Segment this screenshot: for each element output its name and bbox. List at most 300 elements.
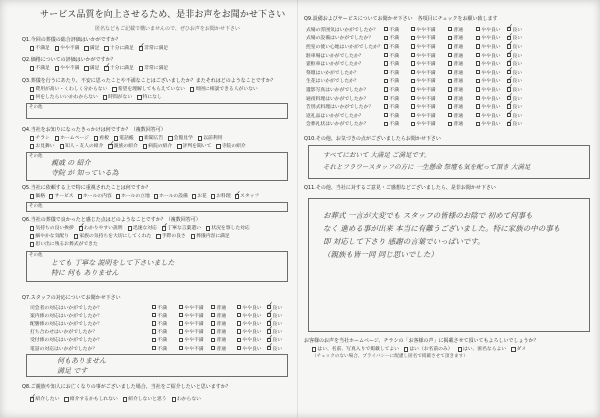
option[interactable] [84,65,99,72]
checkbox[interactable] [211,313,215,317]
option[interactable] [104,45,133,52]
comment-box[interactable] [308,145,590,179]
option[interactable] [448,43,476,50]
option[interactable] [64,396,117,403]
checkbox[interactable] [476,96,480,100]
option-label: 葬儀内容に満足 [196,234,230,239]
option[interactable] [179,328,211,335]
checkbox[interactable] [476,44,480,48]
option[interactable] [411,120,448,127]
checkbox[interactable] [112,87,116,91]
checkbox[interactable] [384,27,388,31]
checkbox[interactable] [237,329,241,333]
option[interactable] [458,346,507,353]
option[interactable] [139,45,168,52]
option[interactable] [507,120,529,127]
option[interactable] [30,135,50,142]
option[interactable] [476,43,507,50]
checkbox[interactable] [384,61,388,65]
checkbox[interactable] [448,53,452,57]
checkbox[interactable] [448,113,452,117]
checkbox[interactable] [384,104,388,108]
option-label: 気持ちの良い挨拶 [35,226,74,231]
option[interactable] [156,233,185,240]
checkbox[interactable] [30,234,34,238]
option[interactable] [384,120,411,127]
option-row [30,143,292,150]
checkbox[interactable] [206,226,210,230]
checkbox[interactable] [237,305,241,309]
rating-row [306,94,590,103]
checkbox[interactable] [411,44,415,48]
option-label: やや不満 [184,346,204,352]
option[interactable] [55,45,80,52]
checkbox[interactable] [411,113,415,117]
checkbox[interactable] [179,305,183,309]
option[interactable] [30,233,69,240]
option[interactable] [411,34,448,41]
option[interactable] [152,304,179,311]
option[interactable] [30,45,50,52]
checkbox[interactable] [476,27,480,31]
other-answer-box[interactable] [26,251,288,282]
checkbox[interactable] [458,347,462,351]
checkbox[interactable] [152,321,156,325]
checkbox-checked[interactable] [267,346,271,350]
option[interactable] [198,135,223,142]
option-label: 以前利用 [203,136,223,141]
comment-box[interactable] [308,198,590,332]
checkbox[interactable] [448,61,452,65]
checkbox-checked[interactable] [79,226,83,230]
option[interactable] [448,60,476,67]
option[interactable] [206,225,250,232]
option[interactable] [78,193,112,200]
option[interactable] [55,135,89,142]
checkbox[interactable] [411,61,415,65]
option-label: やや不満 [184,330,204,336]
checkbox[interactable] [216,144,220,148]
option[interactable] [448,95,476,102]
option[interactable] [384,77,411,84]
option[interactable] [216,143,245,150]
checkbox[interactable] [384,113,388,117]
option[interactable] [103,94,132,101]
option[interactable] [211,193,231,200]
option[interactable] [267,345,289,352]
option[interactable] [30,65,50,72]
handwritten-answer [323,209,560,261]
checkbox[interactable] [237,313,241,317]
checkbox[interactable] [448,27,452,31]
other-answer-box[interactable] [26,152,288,181]
option[interactable] [384,103,411,110]
checkbox-checked[interactable] [30,397,34,401]
option[interactable] [211,320,237,327]
option[interactable] [411,60,448,67]
option[interactable] [168,135,193,142]
checkbox[interactable] [84,66,88,70]
question-text: Q1.今回の葬儀の総合評価はいかがですか？ [22,37,121,43]
option[interactable] [476,77,507,84]
option[interactable] [190,86,258,93]
checkbox[interactable] [104,46,108,50]
option[interactable] [476,103,507,110]
option[interactable] [179,304,211,311]
checkbox[interactable] [198,136,202,140]
option[interactable] [30,86,107,93]
option[interactable] [384,95,411,102]
option[interactable] [172,396,201,403]
checkbox[interactable] [476,61,480,65]
option-label: 不満 [389,105,399,111]
option[interactable] [448,120,476,127]
checkbox[interactable] [476,122,480,126]
checkbox[interactable] [476,53,480,57]
comment-box[interactable] [26,354,288,377]
checkbox-checked[interactable] [235,194,239,198]
option[interactable] [152,336,179,343]
option[interactable] [84,45,99,52]
checkbox[interactable] [384,87,388,91]
option[interactable] [411,103,448,110]
option[interactable] [60,143,104,150]
option[interactable] [511,346,526,353]
option[interactable] [448,103,476,110]
checkbox[interactable] [139,66,143,70]
checkbox[interactable] [411,79,415,83]
option[interactable] [476,52,507,59]
checkbox[interactable] [411,70,415,74]
checkbox[interactable] [237,338,241,342]
checkbox[interactable] [384,79,388,83]
rating-row [306,51,590,60]
other-answer-box[interactable] [26,103,288,119]
option[interactable] [448,77,476,84]
checkbox[interactable] [448,122,452,126]
checkbox[interactable] [476,70,480,74]
checkbox[interactable] [172,397,176,401]
checkbox[interactable] [152,338,156,342]
option[interactable] [237,304,267,311]
checkbox[interactable] [30,144,34,148]
checkbox-checked[interactable] [507,122,511,126]
option[interactable] [476,95,507,102]
checkbox[interactable] [448,36,452,40]
option[interactable] [123,396,167,403]
option[interactable] [30,143,55,150]
option[interactable] [114,135,134,142]
checkbox[interactable] [30,136,34,140]
option[interactable] [152,320,179,327]
checkbox[interactable] [152,313,156,317]
checkbox[interactable] [103,95,107,99]
checkbox[interactable] [55,66,59,70]
rating-question: 霊柩車はいかがでしたか？ [306,62,364,68]
option[interactable] [30,225,74,232]
checkbox[interactable] [190,87,194,91]
checkbox[interactable] [476,104,480,108]
option[interactable] [476,26,507,33]
checkbox[interactable] [192,194,196,198]
checkbox[interactable] [55,136,59,140]
option[interactable] [30,396,59,403]
checkbox[interactable] [448,70,452,74]
option[interactable] [104,65,133,72]
option[interactable] [177,143,211,150]
option[interactable] [179,320,211,327]
option[interactable] [384,52,411,59]
option-label: 普通 [453,105,463,111]
checkbox-checked[interactable] [139,46,143,50]
option[interactable] [94,135,109,142]
option[interactable] [211,345,237,352]
checkbox[interactable] [123,397,127,401]
checkbox[interactable] [384,96,388,100]
option[interactable] [152,312,179,319]
option[interactable] [162,225,201,232]
checkbox[interactable] [448,104,452,108]
checkbox[interactable] [179,329,183,333]
checkbox[interactable] [94,136,98,140]
option[interactable] [139,65,168,72]
option[interactable] [211,336,237,343]
checkbox[interactable] [154,194,158,198]
checkbox[interactable] [30,194,34,198]
checkbox[interactable] [30,95,34,99]
handwritten-line: すべてにおいて 大満足 ご満足です。 [323,151,431,159]
option[interactable] [476,60,507,67]
option-label: 不満 [389,113,399,119]
checkbox[interactable] [411,36,415,40]
checkbox[interactable] [30,87,34,91]
checkbox[interactable] [384,36,388,40]
option[interactable] [237,345,267,352]
checkbox[interactable] [237,346,241,350]
option[interactable] [476,34,507,41]
checkbox[interactable] [384,53,388,57]
checkbox[interactable] [191,234,195,238]
option[interactable] [404,346,453,353]
option[interactable] [192,193,207,200]
checkbox[interactable] [237,321,241,325]
option-label: 家族の気持ちを大切にしてくれた [79,234,152,239]
checkbox[interactable] [116,194,120,198]
option[interactable] [179,345,211,352]
option-label: やや不満 [60,46,80,51]
option-label: 何をしたらいいかわからない [35,95,98,100]
option-label: 普通 [453,79,463,85]
option[interactable] [384,34,411,41]
checkbox[interactable] [476,36,480,40]
checkbox[interactable] [152,329,156,333]
other-answer-box[interactable] [26,202,288,212]
checkbox[interactable] [168,136,172,140]
option-label: お花 [197,194,207,199]
option[interactable] [384,60,411,67]
checkbox[interactable] [404,347,408,351]
option-label: 特になし [142,95,162,100]
handwritten-line: 何もありません [57,357,106,365]
option[interactable] [191,233,230,240]
checkbox[interactable] [476,87,480,91]
checkbox[interactable] [476,79,480,83]
checkbox[interactable] [411,104,415,108]
option[interactable] [30,94,98,101]
option[interactable] [179,336,211,343]
checkbox[interactable] [152,346,156,350]
option[interactable] [476,69,507,76]
option[interactable] [448,52,476,59]
option[interactable] [411,95,448,102]
checkbox[interactable] [211,321,215,325]
checkbox[interactable] [84,46,88,50]
option-label: 良い [272,321,282,327]
option[interactable] [237,312,267,319]
option[interactable] [384,43,411,50]
option[interactable] [384,69,411,76]
option[interactable] [30,241,98,248]
checkbox[interactable] [128,226,132,230]
checkbox[interactable] [30,46,34,50]
option[interactable] [139,135,164,142]
option[interactable] [448,86,476,93]
checkbox[interactable] [211,329,215,333]
option[interactable] [137,94,162,101]
option[interactable] [384,26,411,33]
checkbox-checked[interactable] [104,66,108,70]
option[interactable] [448,26,476,33]
rating-row [30,319,292,327]
checkbox[interactable] [384,122,388,126]
checkbox[interactable] [411,96,415,100]
checkbox[interactable] [384,70,388,74]
checkbox[interactable] [211,346,215,350]
handwritten-line: とても 丁寧な 説明をして下さいました [51,259,175,267]
option-label: 普通 [453,36,463,42]
option[interactable] [30,193,45,200]
option[interactable] [74,233,151,240]
option[interactable] [476,112,507,119]
checkbox-checked[interactable] [162,226,166,230]
checkbox[interactable] [448,44,452,48]
option-label: チラシ [35,136,50,141]
option[interactable] [411,69,448,76]
checkbox[interactable] [177,144,181,148]
option[interactable] [55,65,80,72]
option[interactable] [411,43,448,50]
option[interactable] [312,346,399,353]
checkbox[interactable] [211,338,215,342]
checkbox[interactable] [411,87,415,91]
option[interactable] [128,225,157,232]
option[interactable] [476,120,507,127]
option-label: 良い [512,122,522,128]
option[interactable] [411,26,448,33]
checkbox[interactable] [64,397,68,401]
option[interactable] [143,143,172,150]
checkbox[interactable] [30,226,34,230]
option[interactable] [235,193,260,200]
checkbox[interactable] [143,144,147,148]
option[interactable] [108,143,137,150]
checkbox[interactable] [30,242,34,246]
option-label: 良い [272,330,282,336]
checkbox[interactable] [448,87,452,91]
checkbox[interactable] [179,338,183,342]
checkbox[interactable] [179,313,183,317]
option-label: 不満 [157,338,167,344]
checkbox[interactable] [74,234,78,238]
option[interactable] [448,112,476,119]
checkbox[interactable] [476,113,480,117]
checkbox[interactable] [411,122,415,126]
checkbox[interactable] [411,27,415,31]
checkbox[interactable] [179,346,183,350]
option[interactable] [448,69,476,76]
option[interactable] [112,86,185,93]
checkbox[interactable] [448,96,452,100]
checkbox[interactable] [312,347,316,351]
option-row [30,94,292,101]
option[interactable] [384,112,411,119]
checkbox[interactable] [49,194,53,198]
checkbox[interactable] [448,79,452,83]
option-label: 良い [512,53,522,59]
option[interactable] [411,52,448,59]
option[interactable] [448,34,476,41]
checkbox[interactable] [411,53,415,57]
checkbox[interactable] [78,194,82,198]
checkbox[interactable] [60,144,64,148]
option[interactable] [237,336,267,343]
option[interactable] [411,86,448,93]
checkbox[interactable] [211,305,215,309]
option[interactable] [411,112,448,119]
checkbox[interactable] [511,347,515,351]
option[interactable] [152,345,179,352]
checkbox[interactable] [211,194,215,198]
checkbox[interactable] [139,136,143,140]
option[interactable] [116,193,150,200]
option-label: やや不満 [416,122,436,128]
option[interactable] [476,86,507,93]
option[interactable] [384,86,411,93]
checkbox[interactable] [156,234,160,238]
option[interactable] [179,312,211,319]
option[interactable] [237,320,267,327]
checkbox[interactable] [137,95,141,99]
option[interactable] [211,328,237,335]
option[interactable] [49,193,74,200]
handwritten-line: 満足 です [57,367,88,375]
option[interactable] [211,304,237,311]
option[interactable] [211,312,237,319]
option[interactable] [152,328,179,335]
other-label: その他 [29,105,43,110]
checkbox[interactable] [55,46,59,50]
option[interactable] [411,77,448,84]
checkbox[interactable] [30,66,34,70]
checkbox[interactable] [152,305,156,309]
checkbox[interactable] [384,44,388,48]
option[interactable] [237,328,267,335]
checkbox[interactable] [179,321,183,325]
option[interactable] [154,193,188,200]
option-label: 満足 [89,66,100,71]
option[interactable] [79,225,123,232]
checkbox-checked[interactable] [108,144,112,148]
